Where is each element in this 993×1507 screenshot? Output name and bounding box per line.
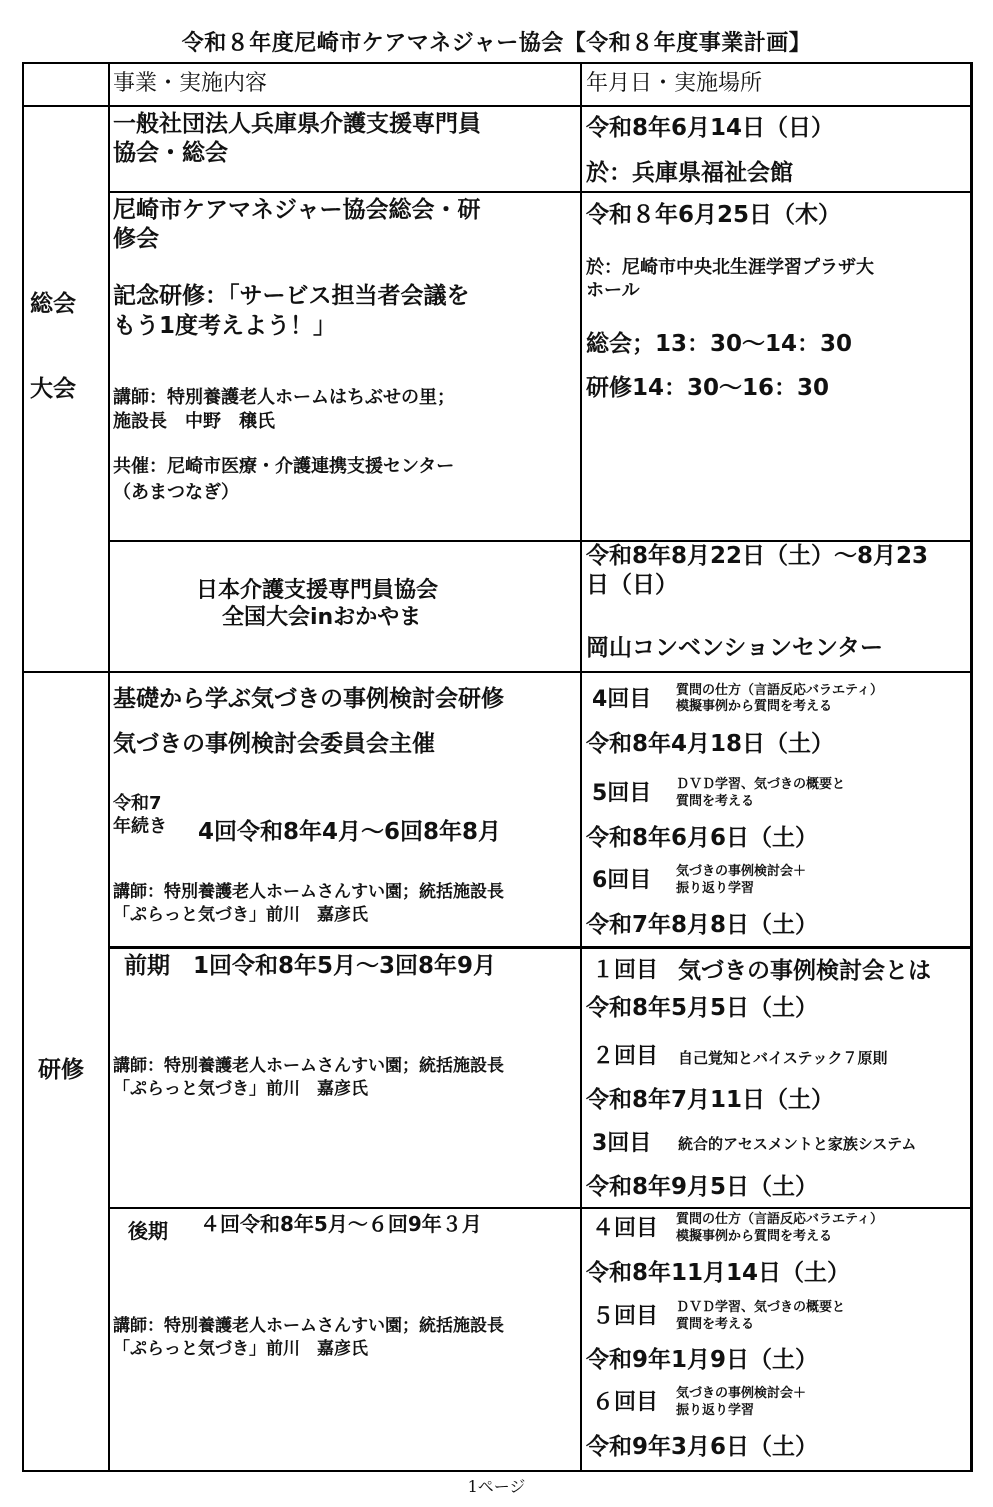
row6-session5-date: 令和9年1月9日（土） xyxy=(586,1347,819,1373)
table-border-bottom xyxy=(22,1470,973,1472)
row6-session6-desc-line2: 振り返り学習 xyxy=(676,1403,755,1418)
row4-lecturer-line2: 「ぷらっと気づき」前川 嘉彦氏 xyxy=(113,905,368,925)
row4-session6-label: 6回目 xyxy=(592,868,652,893)
header-bottom xyxy=(22,105,973,107)
row2-lecturer-line2: 施設長 中野 穣氏 xyxy=(113,411,275,432)
row4-session5-desc-line1: ＤＶＤ学習、気づきの概要と xyxy=(676,777,846,792)
row2-lecture-line2: もう1度考えよう！」 xyxy=(113,313,337,339)
row2-content-line1: 尼崎市ケアマネジャー協会総会・研 xyxy=(113,197,481,223)
row3-date-line2: 日（日） xyxy=(586,572,678,598)
row2-place-line2: ホール xyxy=(586,280,640,301)
row2-cohost-line2: （あまつなぎ） xyxy=(113,482,239,503)
row5-lecturer-line1: 講師：特別養護老人ホームさんすい園；統括施設長 xyxy=(113,1056,504,1076)
row2-lecture-line1: 記念研修：「サービス担当者会議を xyxy=(113,283,470,309)
table-border-left xyxy=(22,63,24,1472)
row4-content-line2: 気づきの事例検討会委員会主催 xyxy=(113,731,435,757)
row2-lecturer-line1: 講師：特別養護老人ホームはちぶせの里； xyxy=(113,387,455,408)
row6-session4-label: ４回目 xyxy=(592,1216,659,1241)
row5-session3-date: 令和8年9月5日（土） xyxy=(586,1174,819,1200)
row4-session6-date: 令和7年8月8日（土） xyxy=(586,912,819,938)
header-content: 事業・実施内容 xyxy=(113,71,268,96)
table-divider-section xyxy=(108,63,110,1472)
row4-session4-desc-line2: 模擬事例から質問を考える xyxy=(676,699,833,714)
row3-content-line2: 全国大会inおかやま xyxy=(222,605,422,630)
row1-bottom xyxy=(108,191,973,193)
row6-session5-label: ５回目 xyxy=(592,1304,659,1329)
row6-session5-desc-line2: 質問を考える xyxy=(676,1317,755,1332)
row4-session6-desc-line2: 振り返り学習 xyxy=(676,881,755,896)
row1-date: 令和8年6月14日（日） xyxy=(586,115,835,141)
row4-continued-label-line2: 年続き xyxy=(113,816,167,837)
table-border-top xyxy=(22,62,973,64)
row6-schedule: ４回令和8年5月〜６回9年３月 xyxy=(200,1212,482,1236)
row5-session2-date: 令和8年7月11日（土） xyxy=(586,1087,835,1113)
row2-place-line1: 於：尼崎市中央北生涯学習プラザ大 xyxy=(586,257,874,278)
row4-session5-date: 令和8年6月6日（土） xyxy=(586,825,819,851)
row1-content-line2: 協会・総会 xyxy=(113,140,228,166)
row4-session5-label: 5回目 xyxy=(592,781,652,806)
row6-lecturer-line2: 「ぷらっと気づき」前川 嘉彦氏 xyxy=(113,1339,368,1359)
row5-lecturer-line2: 「ぷらっと気づき」前川 嘉彦氏 xyxy=(113,1079,368,1099)
row5-session1-date: 令和8年5月5日（土） xyxy=(586,995,819,1021)
row2-time-general: 総会；13：30〜14：30 xyxy=(586,331,853,357)
row6-lecturer-line1: 講師：特別養護老人ホームさんすい園；統括施設長 xyxy=(113,1316,504,1336)
general-section-bottom xyxy=(22,671,973,673)
section-general-line2: 大会 xyxy=(30,376,76,402)
row3-place: 岡山コンベンションセンター xyxy=(586,635,884,661)
row4-lecturer-line1: 講師：特別養護老人ホームさんすい園；統括施設長 xyxy=(113,882,504,902)
row2-date: 令和８年6月25日（木） xyxy=(586,202,842,228)
row1-content-line1: 一般社団法人兵庫県介護支援専門員 xyxy=(113,111,481,137)
row6-session4-desc-line1: 質問の仕方（言語反応バラエティ） xyxy=(676,1212,883,1227)
row6-session6-date: 令和9年3月6日（土） xyxy=(586,1434,819,1460)
row4-session5-desc-line2: 質問を考える xyxy=(676,794,755,809)
row5-schedule: 前期 1回令和8年5月〜3回8年9月 xyxy=(124,953,497,979)
row6-schedule-label: 後期 xyxy=(128,1219,168,1243)
row4-session4-desc-line1: 質問の仕方（言語反応バラエティ） xyxy=(676,683,883,698)
row5-session3-desc: 統合的アセスメントと家族システム xyxy=(678,1135,917,1153)
row6-session4-desc-line2: 模擬事例から質問を考える xyxy=(676,1229,833,1244)
row5-session1-desc: 気づきの事例検討会とは xyxy=(678,958,931,984)
row4-schedule: 4回令和8年4月〜6回8年8月 xyxy=(198,819,502,845)
row1-place: 於：兵庫県福祉会館 xyxy=(586,160,793,186)
document-title: 令和８年度尼崎市ケアマネジャー協会【令和８年度事業計画】 xyxy=(181,31,812,56)
row6-session5-desc-line1: ＤＶＤ学習、気づきの概要と xyxy=(676,1300,846,1315)
row4-continued-label-line1: 令和7 xyxy=(113,793,162,814)
row2-bottom xyxy=(108,540,973,542)
row6-session6-desc-line1: 気づきの事例検討会＋ xyxy=(676,1386,807,1401)
row4-session6-desc-line1: 気づきの事例検討会＋ xyxy=(676,864,807,879)
row6-session6-label: ６回目 xyxy=(592,1390,659,1415)
row4-content-line1: 基礎から学ぶ気づきの事例検討会研修 xyxy=(113,686,504,712)
row5-session2-desc: 自己覚知とバイステック７原則 xyxy=(678,1049,888,1067)
row5-session2-label: ２回目 xyxy=(592,1044,659,1069)
table-border-right xyxy=(970,63,973,1472)
row5-session3-label: 3回目 xyxy=(592,1131,652,1156)
section-general-line1: 総会 xyxy=(30,291,76,317)
row5-session1-label: １回目 xyxy=(592,958,659,983)
row4-session4-date: 令和8年4月18日（土） xyxy=(586,731,835,757)
row3-date-line1: 令和8年8月22日（土）〜8月23 xyxy=(586,543,929,569)
row3-content-line1: 日本介護支援専門員協会 xyxy=(196,578,439,603)
row5-bottom xyxy=(108,1207,973,1209)
section-training: 研修 xyxy=(38,1057,84,1083)
row2-content-line2: 修会 xyxy=(113,226,159,252)
header-date-place: 年月日・実施場所 xyxy=(586,71,763,96)
table-divider-date xyxy=(580,63,582,1472)
row2-cohost-line1: 共催：尼崎市医療・介護連携支援センター xyxy=(113,456,455,477)
row2-time-training: 研修14：30〜16：30 xyxy=(586,375,830,401)
page-number: 1ページ xyxy=(467,1477,526,1496)
row4-bottom xyxy=(108,946,973,949)
row4-session4-label: 4回目 xyxy=(592,687,652,712)
row6-session4-date: 令和8年11月14日（土） xyxy=(586,1260,851,1286)
